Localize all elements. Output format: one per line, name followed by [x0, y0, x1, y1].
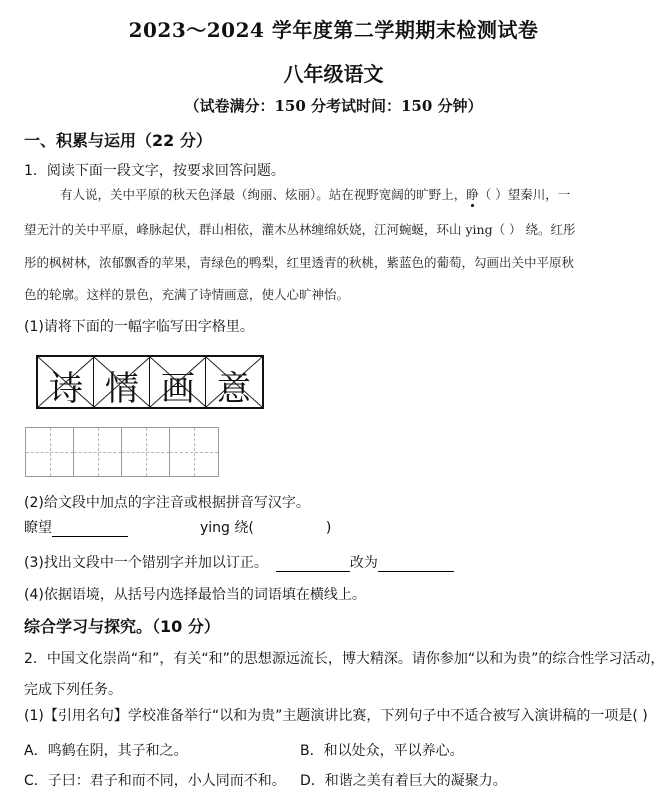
- writing-grid: [25, 427, 219, 477]
- answer-blank[interactable]: [276, 557, 350, 572]
- option-d[interactable]: D．和谐之美有着巨大的凝聚力。: [300, 773, 507, 789]
- question-2-prompt: 2．中国文化崇尚“和”，有关“和”的思想源远流长，博大精深。请你参加“以和为贵”的综合性学习活动，: [24, 651, 665, 667]
- calligraphy-cell: [150, 357, 206, 407]
- writing-grid-cell[interactable]: [170, 428, 218, 476]
- section-heading: 一、积累与运用（22 分）: [24, 131, 212, 150]
- calligraphy-cell: [94, 357, 150, 407]
- sub-question-2-part-a: 瞭望: [24, 517, 128, 537]
- question-2-prompt: 完成下列任务。: [24, 682, 122, 698]
- writing-grid-cell[interactable]: [26, 428, 74, 476]
- section-heading: 综合学习与探究。（10 分）: [24, 617, 220, 636]
- passage-line: 色的轮廓。这样的景色，充满了诗情画意，使人心旷神怡。: [24, 287, 350, 302]
- passage-line: 有人说，关中平原的秋天色泽最（绚丽、炫丽）。站在视野宽阔的旷野上，睁（ ）望秦川，一: [60, 187, 571, 202]
- answer-blank[interactable]: [378, 557, 454, 572]
- calligraphy-sample: [36, 355, 264, 409]
- exam-info: （试卷满分：150 分考试时间：150 分钟）: [184, 97, 483, 115]
- sub-question-2-part-b: ying 绕( ): [200, 520, 332, 536]
- calligraphy-cell: [38, 357, 94, 407]
- calligraphy-character: 情: [105, 369, 139, 407]
- calligraphy-character: 诗: [49, 369, 83, 407]
- calligraphy-character: 意: [217, 369, 251, 407]
- answer-blank[interactable]: [52, 522, 128, 537]
- writing-grid-cell[interactable]: [122, 428, 170, 476]
- sub-question-2: (2)给文段中加点的字注音或根据拼音写汉字。: [24, 495, 310, 511]
- writing-grid-cell[interactable]: [74, 428, 122, 476]
- passage-line: 彤的枫树林，浓郁飘香的苹果，青绿色的鸭梨，红里透青的秋桃，紫蓝色的葡萄，勾画出关中平原秋: [24, 255, 575, 270]
- option-a[interactable]: A．鸣鹤在阴，其子和之。: [24, 743, 188, 759]
- sub-question-1: (1)请将下面的一幅字临写田字格里。: [24, 319, 254, 335]
- calligraphy-cell: [206, 357, 262, 407]
- dotted-character: 睁: [466, 187, 479, 202]
- option-c[interactable]: C．子曰：君子和而不同，小人同而不和。: [24, 773, 286, 789]
- subject-title: 八年级语文: [283, 62, 384, 86]
- question-1-prompt: 1．阅读下面一段文字，按要求回答问题。: [24, 163, 285, 179]
- option-b[interactable]: B．和以处众，平以养心。: [300, 743, 464, 759]
- question-2-sub-1: (1)【引用名句】学校准备举行“以和为贵”主题演讲比赛，下列句子中不适合被写入演讲稿的一项是( ): [24, 708, 648, 724]
- calligraphy-character: 画: [161, 369, 195, 407]
- exam-title: 2023～2024 学年度第二学期期末检测试卷: [128, 18, 539, 42]
- sub-question-4: (4)依据语境，从括号内选择最恰当的词语填在横线上。: [24, 587, 366, 603]
- sub-question-3: (3)找出文段中一个错别字并加以订正。 改为: [24, 552, 454, 572]
- passage-line: 望无汁的关中平原，峰脉起伏，群山相依，灌木丛林缠绵妖娆，江河蜿蜒，环山 ying（ ） 绕。红彤: [24, 222, 576, 237]
